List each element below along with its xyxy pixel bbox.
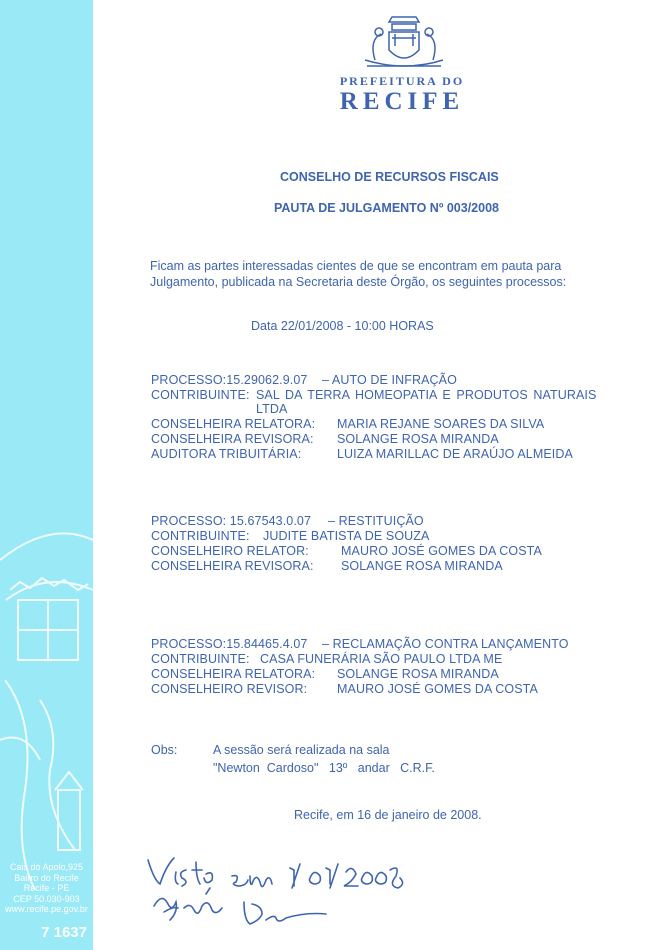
obs-text: "Newton Cardoso" 13º andar C.R.F.	[213, 761, 435, 775]
coat-of-arms-icon	[359, 16, 449, 72]
field-value: CASA FUNERÁRIA SÃO PAULO LTDA ME	[260, 652, 503, 666]
field-value: SOLANGE ROSA MIRANDA	[337, 432, 499, 446]
sidebar-year: 7 1637	[41, 924, 87, 941]
field-value: SAL DA TERRA HOMEOPATIA E PRODUTOS NATURAIS	[256, 388, 597, 402]
field-label: CONSELHEIRO RELATOR:	[151, 544, 309, 558]
field-value: JUDITE BATISTA DE SOUZA	[263, 529, 430, 543]
field-value: MAURO JOSÉ GOMES DA COSTA	[337, 682, 538, 696]
logo-text-main: RECIFE	[339, 88, 465, 115]
process-number: PROCESSO: 15.67543.0.07	[151, 514, 312, 528]
field-label: CONTRIBUINTE:	[151, 388, 250, 402]
field-value: MAURO JOSÉ GOMES DA COSTA	[341, 544, 542, 558]
closing-date: Recife, em 16 de janeiro de 2008.	[294, 808, 482, 822]
field-label: AUDITORA TRIBUITÁRIA:	[151, 447, 302, 461]
field-label: CONSELHEIRA REVISORA:	[151, 432, 314, 446]
address-line: Bairro do Recife	[14, 872, 79, 883]
field-value: LUIZA MARILLAC DE ARAÚJO ALMEIDA	[337, 447, 573, 461]
address-block	[0, 862, 93, 915]
process-type: – RESTITUIÇÃO	[328, 514, 424, 528]
field-label: CONSELHEIRA REVISORA:	[151, 559, 314, 573]
process-number: PROCESSO:15.84465.4.07	[151, 637, 308, 651]
handwritten-signature	[140, 850, 420, 930]
obs-label: Obs:	[151, 743, 178, 757]
field-label: CONSELHEIRA RELATORA:	[151, 417, 316, 431]
field-value: LTDA	[256, 402, 288, 416]
intro-line: Julgamento, publicada na Secretaria deste Órgão, os seguintes processos:	[150, 275, 567, 289]
field-value: SOLANGE ROSA MIRANDA	[337, 667, 499, 681]
page-title: CONSELHO DE RECURSOS FISCAIS	[280, 170, 499, 184]
intro-line: Ficam as partes interessadas cientes de que se encontram em pauta para	[150, 259, 562, 273]
sidebar-strip	[0, 0, 93, 950]
address-line: www.recife.pe.gov.br	[5, 904, 88, 914]
field-value: MARIA REJANE SOARES DA SILVA	[337, 417, 545, 431]
logo-text-top: PREFEITURA DO	[339, 74, 465, 88]
page-subtitle: PAUTA DE JULGAMENTO Nº 003/2008	[274, 201, 499, 215]
field-label: CONSELHEIRO REVISOR:	[151, 682, 308, 696]
process-number: PROCESSO:15.29062.9.07	[151, 373, 308, 387]
process-type: – RECLAMAÇÃO CONTRA LANÇAMENTO	[322, 637, 569, 651]
process-type: – AUTO DE INFRAÇÃO	[322, 373, 457, 387]
city-watermark	[0, 0, 93, 950]
obs-text: A sessão será realizada na sala	[213, 743, 390, 757]
address-line: Recife - PE	[23, 883, 70, 893]
field-label: CONTRIBUINTE:	[151, 652, 250, 666]
field-label: CONTRIBUINTE:	[151, 529, 250, 543]
field-label: CONSELHEIRA RELATORA:	[151, 667, 316, 681]
session-date: Data 22/01/2008 - 10:00 HORAS	[251, 319, 434, 333]
address-line: Cais do Apolo,925	[9, 862, 84, 872]
field-value: SOLANGE ROSA MIRANDA	[341, 559, 503, 573]
address-line: CEP 50.030-903	[13, 893, 80, 904]
